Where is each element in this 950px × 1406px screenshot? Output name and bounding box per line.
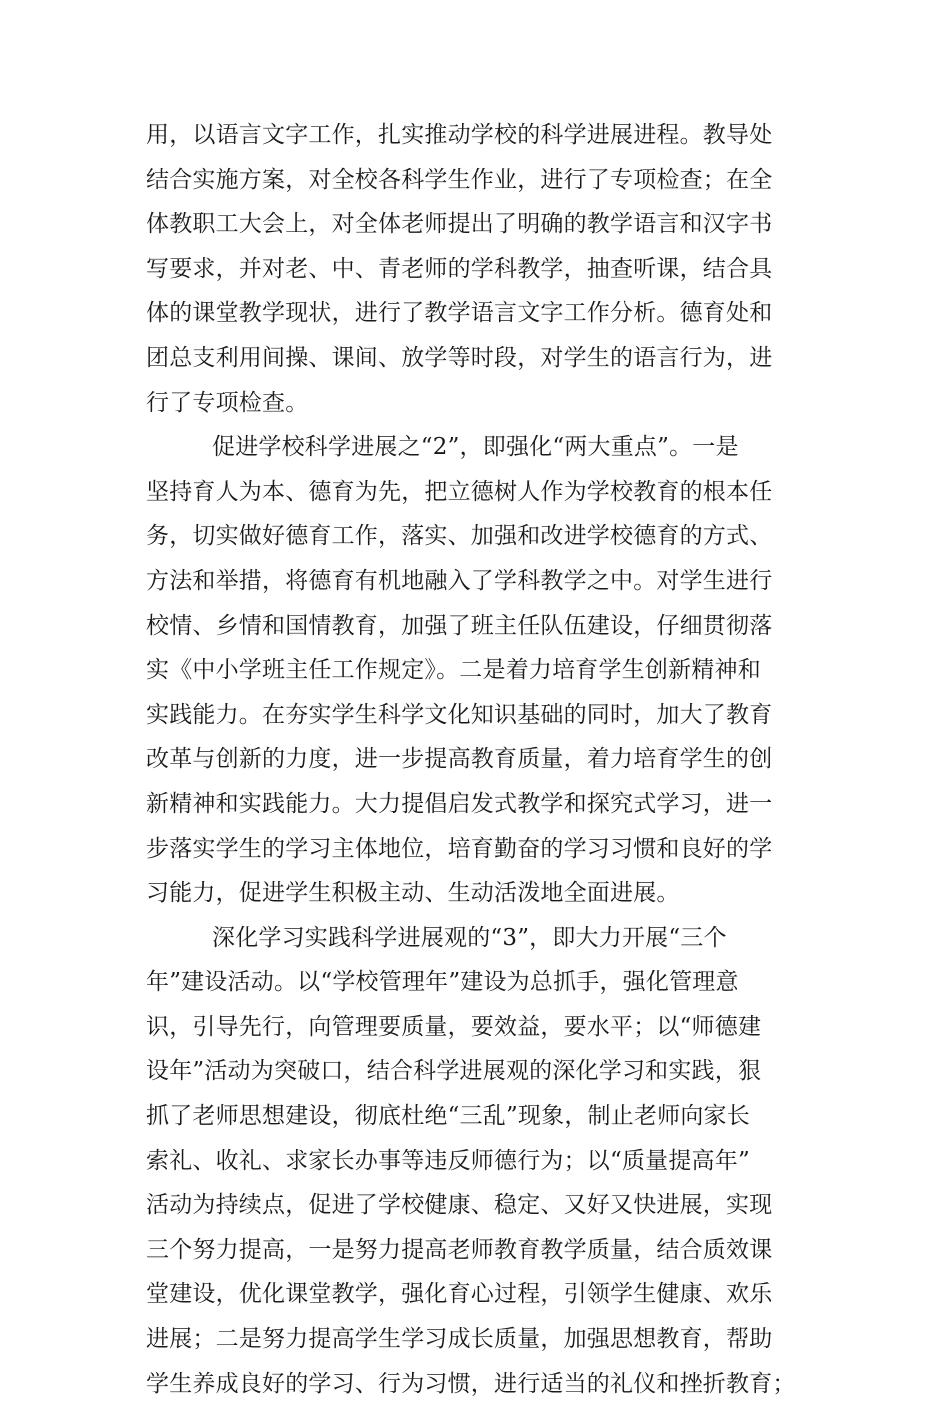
paragraph-line: 促进学校科学进展之“2”，即强化“两大重点”。一是 [212, 434, 739, 461]
paragraph [146, 113, 806, 425]
paragraph-line: 步落实学生的学习主体地位，培育勤奋的学习习惯和良好的学 [146, 835, 773, 862]
paragraph-line: 年”建设活动。以“学校管理年”建设为总抓手，强化管理意 [146, 969, 739, 996]
paragraph-line: 新精神和实践能力。大力提倡启发式教学和探究式学习，进一 [146, 790, 773, 817]
paragraph-line: 抓了老师思想建设，彻底杜绝“三乱”现象，制止老师向家长 [146, 1103, 750, 1130]
paragraph-line: 体的课堂教学现状，进行了教学语言文字工作分析。德育处和 [146, 300, 773, 327]
paragraph [146, 425, 806, 916]
paragraph-line: 活动为持续点，促进了学校健康、稳定、又好又快进展，实现 [146, 1192, 773, 1219]
paragraph-line: 堂建设，优化课堂教学，强化育心过程，引领学生健康、欢乐 [146, 1281, 773, 1308]
paragraph-line: 体教职工大会上，对全体老师提出了明确的教学语言和汉字书 [146, 211, 773, 238]
paragraph-line: 学生养成良好的学习、行为习惯，进行适当的礼仪和挫折教育； [146, 1370, 796, 1397]
document-body [146, 113, 806, 1406]
paragraph-line: 校情、乡情和国情教育，加强了班主任队伍建设，仔细贯彻落 [146, 612, 773, 639]
paragraph-line: 用，以语言文字工作，扎实推动学校的科学进展进程。教导处 [146, 122, 773, 148]
paragraph [146, 916, 806, 1406]
paragraph-line: 写要求，并对老、中、青老师的学科教学，抽查听课，结合具 [146, 255, 773, 282]
paragraph-line: 三个努力提高，一是努力提高老师教育教学质量，结合质效课 [146, 1236, 773, 1263]
paragraph-line: 实《中小学班主任工作规定》。二是着力培育学生创新精神和 [146, 657, 761, 684]
paragraph-line: 行了专项检查。 [146, 389, 309, 416]
paragraph-line: 习能力，促进学生积极主动、生动活泼地全面进展。 [146, 880, 680, 907]
paragraph-line: 结合实施方案，对全校各科学生作业，进行了专项检查；在全 [146, 166, 773, 193]
paragraph-line: 实践能力。在夯实学生科学文化知识基础的同时，加大了教育 [146, 701, 773, 728]
paragraph-line: 索礼、收礼、求家长办事等违反师德行为；以“质量提高年” [146, 1147, 750, 1174]
paragraph-line: 设年”活动为突破口，结合科学进展观的深化学习和实践，狠 [146, 1058, 762, 1085]
paragraph-line: 务，切实做好德育工作，落实、加强和改进学校德育的方式、 [146, 523, 773, 550]
paragraph-line: 团总支利用间操、课间、放学等时段，对学生的语言行为，进 [146, 344, 773, 371]
paragraph-line: 进展；二是努力提高学生学习成长质量，加强思想教育，帮助 [146, 1326, 773, 1353]
paragraph-line: 方法和举措，将德育有机地融入了学科教学之中。对学生进行 [146, 567, 773, 594]
paragraph-line: 坚持育人为本、德育为先，把立德树人作为学校教育的根本任 [146, 478, 773, 505]
paragraph-line: 识，引导先行，向管理要质量，要效益，要水平；以“师德建 [146, 1013, 762, 1040]
paragraph-line: 深化学习实践科学进展观的“3”，即大力开展“三个 [212, 924, 727, 951]
paragraph-line: 改革与创新的力度，进一步提高教育质量，着力培育学生的创 [146, 746, 773, 773]
